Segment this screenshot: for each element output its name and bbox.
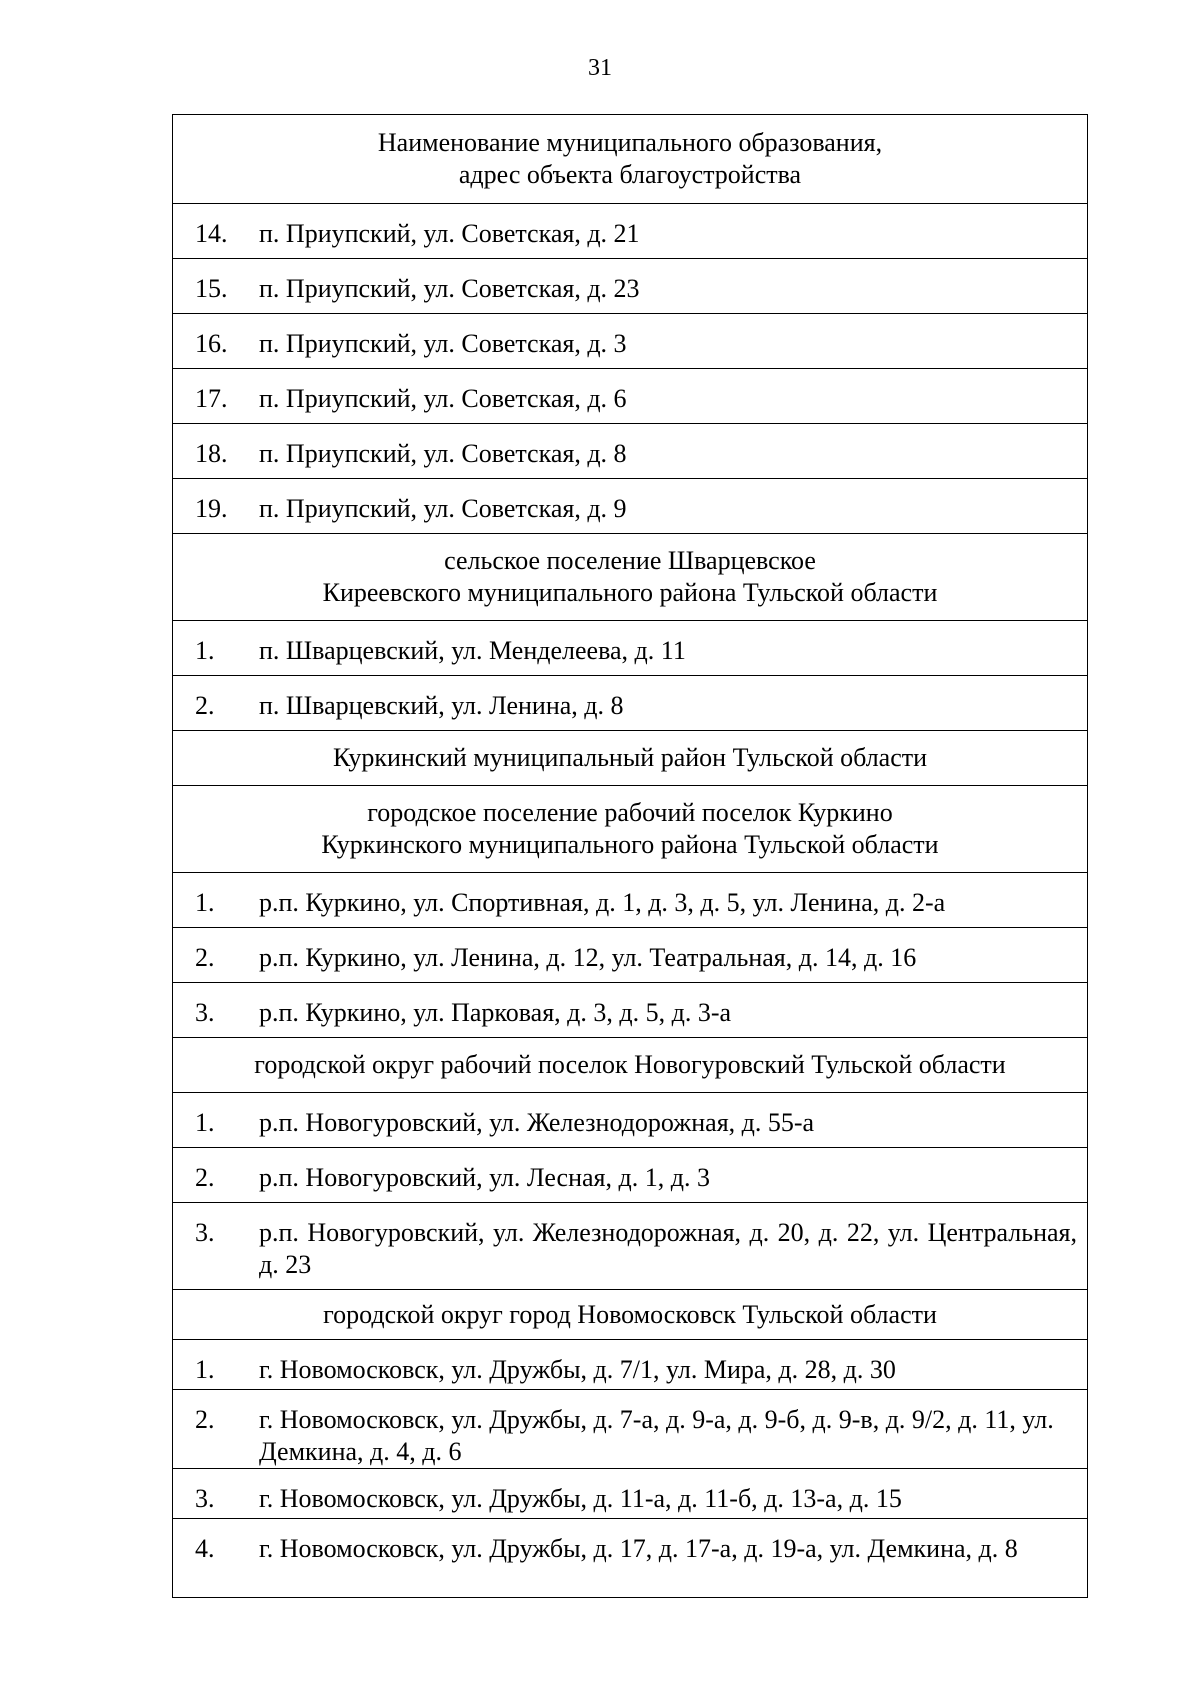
row-number: 4. <box>195 1534 215 1563</box>
table-row <box>173 1519 1088 1598</box>
section-heading-line-1: городской округ город Новомосковск Тульской области <box>323 1299 937 1329</box>
table-row <box>173 314 1088 369</box>
row-number: 15. <box>195 274 228 303</box>
row-address: п. Шварцевский, ул. Ленина, д. 8 <box>259 691 624 720</box>
table-row <box>173 1148 1088 1203</box>
row-address: п. Приупский, ул. Советская, д. 6 <box>259 384 627 413</box>
section-heading-line-1: Куркинский муниципальный район Тульской области <box>332 743 928 772</box>
row-number: 1. <box>195 1108 215 1137</box>
row-address: р.п. Новогуровский, ул. Железнодорожная, д. 20, д. 22, ул. Центральная, д. 23 <box>259 1218 1077 1279</box>
table-row <box>173 1340 1088 1390</box>
section-heading-row <box>173 534 1088 621</box>
section-heading-row <box>173 786 1088 873</box>
table-header-row <box>173 115 1088 204</box>
row-address: г. Новомосковск, ул. Дружбы, д. 11-а, д. 11-б, д. 13-а, д. 15 <box>259 1484 902 1513</box>
table-header-line-2: адрес объекта благоустройства <box>458 160 802 189</box>
section-heading-row <box>173 1290 1088 1340</box>
table-header-cell <box>173 115 1088 204</box>
table-row <box>173 424 1088 479</box>
table-row <box>173 1469 1088 1519</box>
section-heading-line-1: городское поселение рабочий поселок Куркино <box>367 798 893 827</box>
row-number: 2. <box>195 1163 215 1192</box>
row-number: 14. <box>195 219 228 248</box>
row-address: п. Приупский, ул. Советская, д. 9 <box>259 494 627 523</box>
row-address: п. Приупский, ул. Советская, д. 3 <box>259 329 627 358</box>
table-row <box>173 873 1088 928</box>
row-address: п. Приупский, ул. Советская, д. 8 <box>259 439 627 468</box>
table-row <box>173 259 1088 314</box>
section-heading-row <box>173 731 1088 786</box>
row-number: 1. <box>195 636 215 665</box>
row-address: г. Новомосковск, ул. Дружбы, д. 7/1, ул. Мира, д. 28, д. 30 <box>259 1355 896 1384</box>
row-address: р.п. Куркино, ул. Спортивная, д. 1, д. 3, д. 5, ул. Ленина, д. 2-а <box>259 888 946 917</box>
table-row <box>173 676 1088 731</box>
row-address: р.п. Новогуровский, ул. Лесная, д. 1, д. 3 <box>259 1163 710 1192</box>
row-number: 3. <box>195 1218 215 1247</box>
row-address: р.п. Куркино, ул. Ленина, д. 12, ул. Театральная, д. 14, д. 16 <box>259 943 917 972</box>
table-row <box>173 204 1088 259</box>
row-address: г. Новомосковск, ул. Дружбы, д. 7-а, д. 9-а, д. 9-б, д. 9-в, д. 9/2, д. 11, ул. Демкина, д. 4, д. 6 <box>259 1405 1054 1466</box>
row-number: 16. <box>195 329 228 358</box>
table-row <box>173 928 1088 983</box>
row-number: 17. <box>195 384 228 413</box>
table-row <box>173 369 1088 424</box>
row-number: 19. <box>195 494 228 523</box>
row-number: 2. <box>195 691 215 720</box>
row-number: 3. <box>195 998 215 1027</box>
table-row <box>173 1203 1088 1290</box>
row-number: 1. <box>195 888 215 917</box>
table-row <box>173 479 1088 534</box>
page-number: 31 <box>588 55 612 81</box>
table-row <box>173 621 1088 676</box>
row-number: 1. <box>195 1355 215 1384</box>
row-address: р.п. Куркино, ул. Парковая, д. 3, д. 5, д. 3-а <box>259 998 732 1027</box>
table-header-line-1: Наименование муниципального образования, <box>377 128 883 157</box>
section-heading-line-2: Куркинского муниципального района Тульской области <box>321 830 939 859</box>
section-heading-line-2: Киреевского муниципального района Тульской области <box>322 578 938 607</box>
row-number: 2. <box>195 1405 215 1434</box>
row-address: р.п. Новогуровский, ул. Железнодорожная, д. 55-а <box>259 1108 815 1137</box>
row-number: 18. <box>195 439 228 468</box>
row-address: г. Новомосковск, ул. Дружбы, д. 17, д. 17-а, д. 19-а, ул. Демкина, д. 8 <box>259 1534 1018 1563</box>
row-address: п. Шварцевский, ул. Менделеева, д. 11 <box>259 636 686 665</box>
section-heading-row <box>173 1038 1088 1093</box>
row-address: п. Приупский, ул. Советская, д. 21 <box>259 219 640 248</box>
table-row <box>173 1390 1088 1469</box>
objects-table <box>172 114 1088 1598</box>
row-number: 3. <box>195 1484 215 1513</box>
table-row <box>173 983 1088 1038</box>
row-address: п. Приупский, ул. Советская, д. 23 <box>259 274 640 303</box>
section-heading-line-1: сельское поселение Шварцевское <box>444 546 816 575</box>
table-row <box>173 1093 1088 1148</box>
section-heading-line-1: городской округ рабочий поселок Новогуровский Тульской области <box>254 1050 1006 1079</box>
row-number: 2. <box>195 943 215 972</box>
